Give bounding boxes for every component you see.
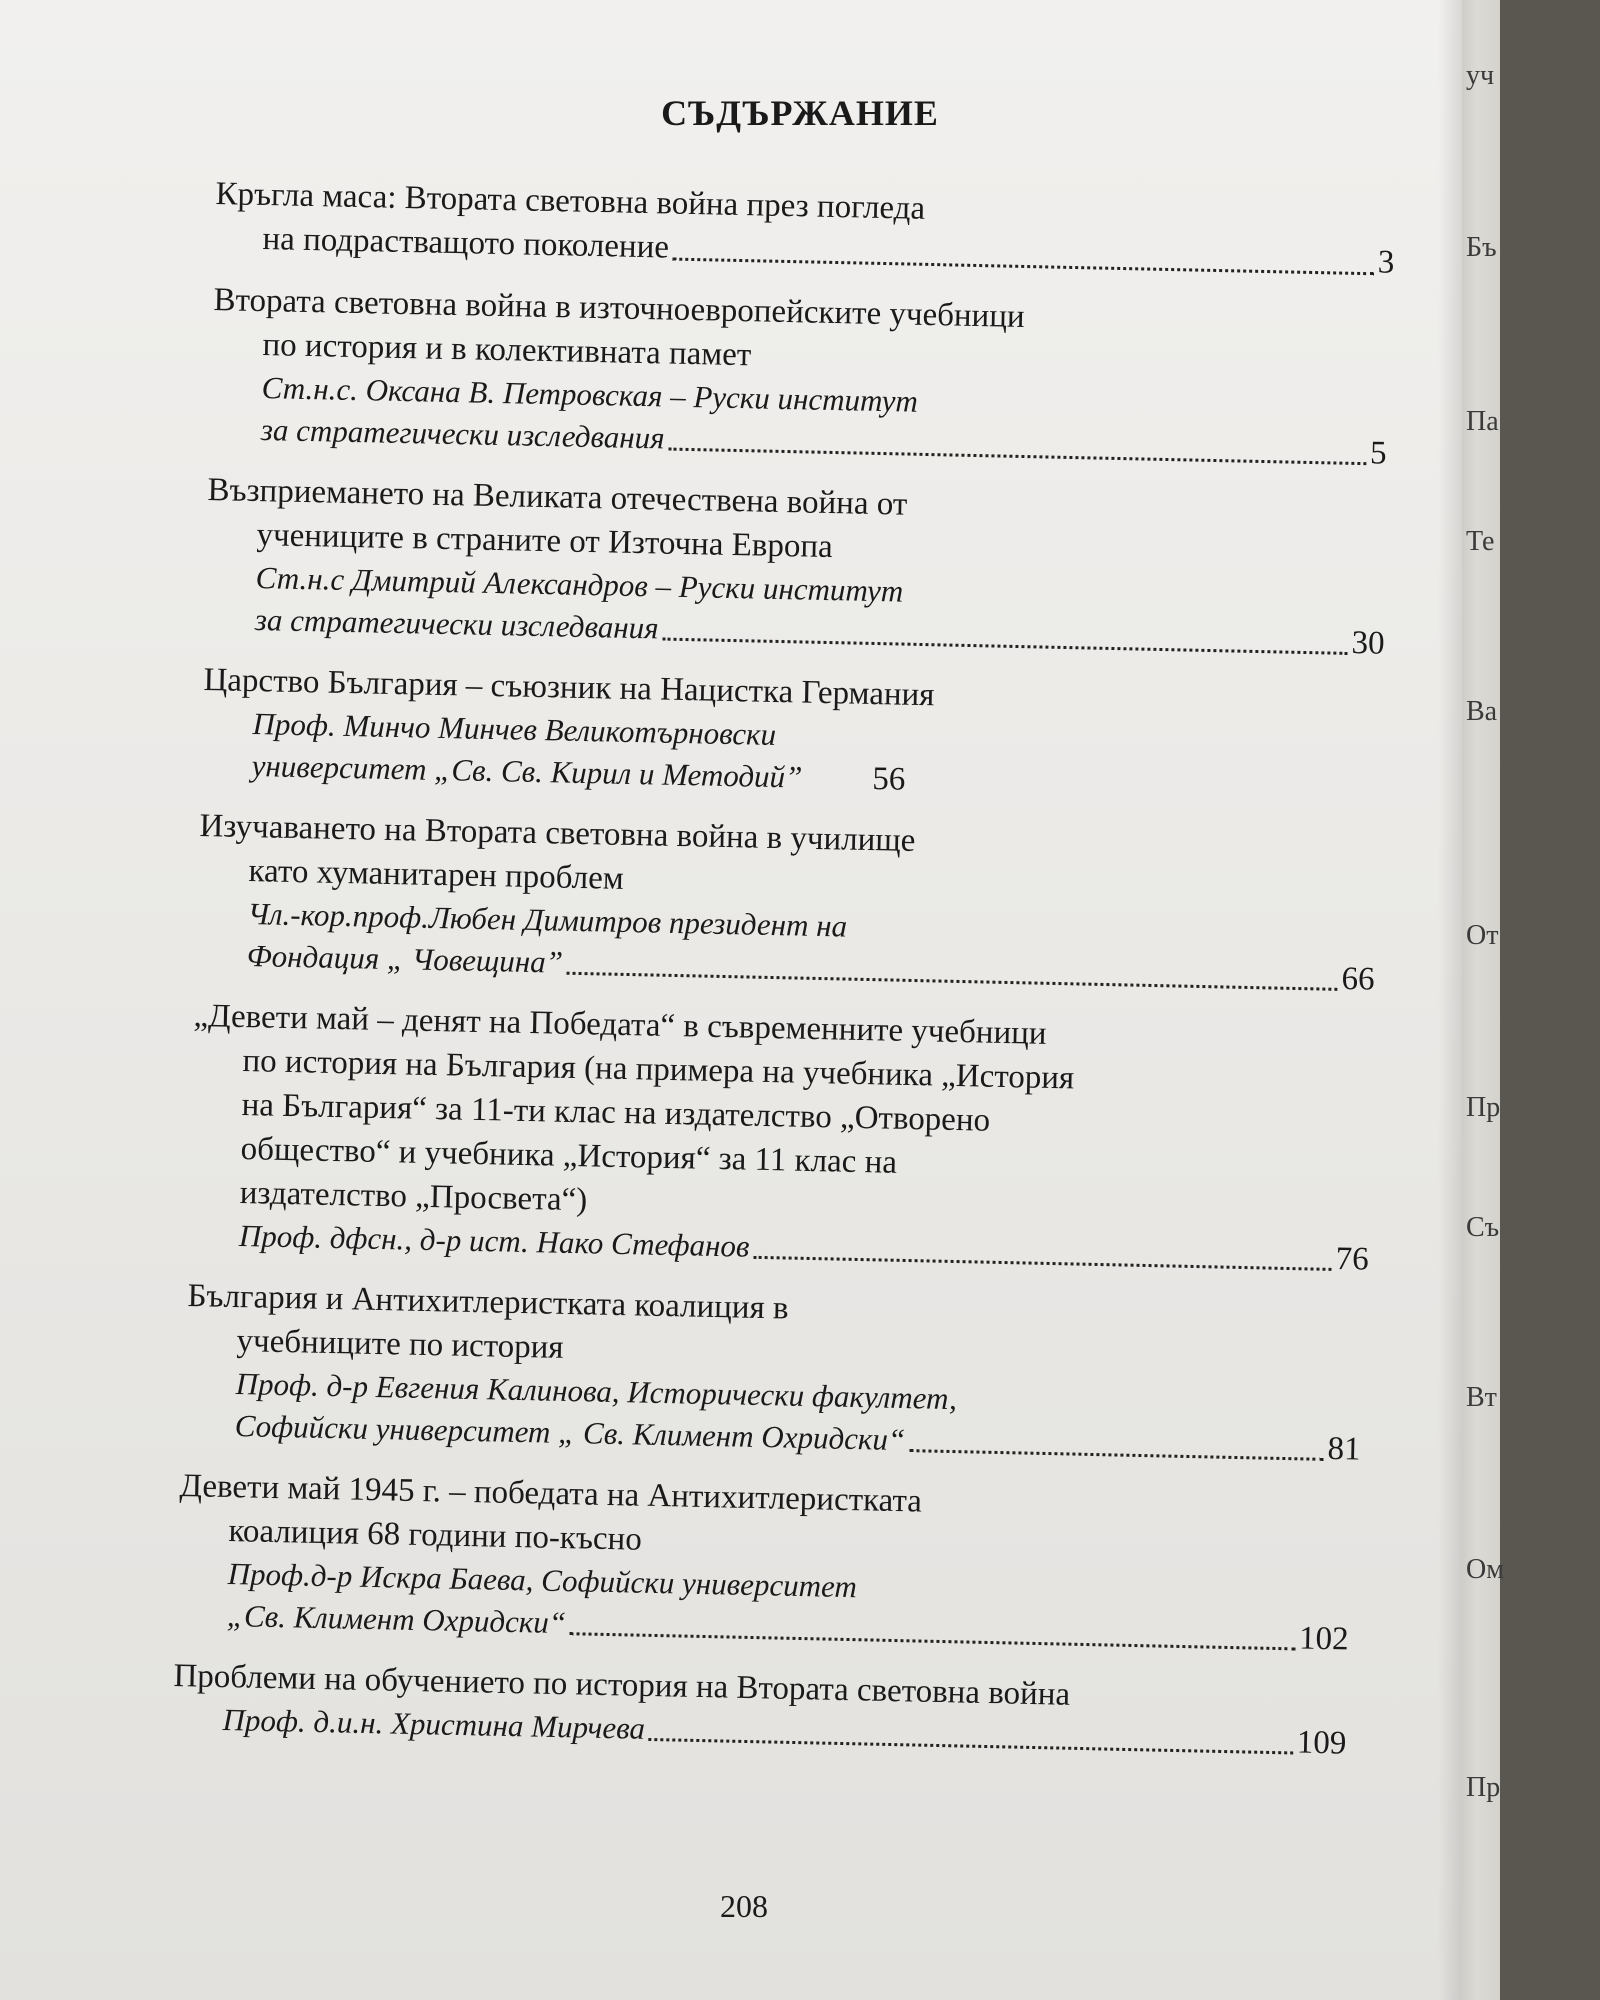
entry-title-text: общество“ и учебника „История“ за 11 клас на <box>240 1131 898 1181</box>
entry-author-text: Проф. д.и.н. Христина Мирчева <box>222 1702 646 1746</box>
entry-title-text: по история и в колективната памет <box>262 327 752 374</box>
entry-author-text: Проф. Минчо Минчев Великотърновски <box>252 706 777 752</box>
table-of-contents <box>0 172 1462 1762</box>
entry-title-text: „Девети май – денят на Победата“ в съвременните учебници <box>193 997 1047 1052</box>
entry-title-text: Възприемането на Великата отечествена война от <box>207 471 908 523</box>
edge-fragment: Па <box>1466 406 1499 437</box>
leader-dots <box>649 1738 1293 1754</box>
entry-page-number: 3 <box>1377 244 1395 281</box>
toc-entry <box>214 172 1396 285</box>
entry-title-text: на подрастващото поколение <box>262 220 670 266</box>
entry-title-text: Изучаването на Втората световна война в училище <box>199 807 916 859</box>
edge-fragment: От <box>1466 920 1499 951</box>
entry-author-text: за стратегически изследвания <box>260 412 665 456</box>
toc-entry <box>189 994 1374 1281</box>
page-title: СЪДЪРЖАНИЕ <box>661 93 939 133</box>
entry-title-text: Кръгла маса: Втората световна война през погледа <box>215 175 926 227</box>
entry-title-text: учебниците по история <box>236 1323 564 1366</box>
entry-title-text: на България“ за 11-ти клас на издателство „Отворено <box>241 1087 991 1139</box>
entry-author-text: Ст.н.с. Оксана В. Петровская – Руски институт <box>261 370 919 419</box>
edge-fragment: уч <box>1466 60 1495 91</box>
toc-entry <box>204 468 1387 665</box>
entry-author-text: Проф. дфсн., д-р ист. Нако Стефанов <box>238 1217 750 1264</box>
entry-title-text: България и Антихитлеристката коалиция в <box>187 1277 789 1327</box>
entry-title-text: Царство България – съюзник на Нацистка Германия <box>203 661 935 714</box>
leader-dots <box>909 1449 1323 1461</box>
edge-fragment: Пр <box>1466 1092 1501 1123</box>
toc-entry <box>196 804 1377 1001</box>
entry-page-number: 5 <box>1369 435 1387 472</box>
entry-title-text: коалиция 68 години по-късно <box>228 1513 643 1558</box>
edge-fragment: Съ <box>1466 1212 1500 1243</box>
next-page-edge <box>1462 0 1504 2000</box>
entry-title-text: Девети май 1945 г. – победата на Антихитлеристката <box>179 1467 923 1520</box>
entry-title-text: по история на България (на примера на учебника „История <box>242 1043 1075 1097</box>
leader-dots <box>570 1632 1295 1650</box>
entry-author-text: Проф. д-р Евгения Калинова, Исторически факултет, <box>235 1366 958 1417</box>
toc-entry <box>184 1274 1363 1471</box>
edge-fragment: Те <box>1466 526 1495 557</box>
leader-dots <box>753 1256 1331 1271</box>
entry-author-text: Чл.-кор.проф.Любен Димитров президент на <box>247 896 848 944</box>
page-number: 208 <box>720 1888 768 1924</box>
edge-fragment: Ва <box>1466 696 1498 727</box>
entry-title-text: учениците в страните от Източна Европа <box>256 517 834 566</box>
toc-entry <box>201 658 1383 811</box>
entry-page-number: 102 <box>1298 1620 1349 1658</box>
entry-author-text: Фондация „ Човещина” <box>246 938 564 980</box>
entry-page-number: 66 <box>1341 960 1375 998</box>
leader-dots <box>673 258 1374 276</box>
entry-title-text: Втората световна война в източноевропейските учебници <box>213 281 1025 335</box>
entry-title-text: Проблеми на обучението по история на Втората световна война <box>173 1657 1071 1713</box>
edge-fragment: Бъ <box>1466 232 1497 263</box>
entry-author-text: Софийски университет „ Св. Климент Охридски“ <box>234 1408 906 1458</box>
entry-author-text: Проф.д-р Искра Баева, Софийски университет <box>227 1556 858 1605</box>
entry-page-number: 81 <box>1327 1430 1361 1468</box>
entry-page-number: 56 <box>871 761 906 798</box>
edge-fragment: Ом <box>1466 1554 1504 1585</box>
entry-author-text: Ст.н.с Дмитрий Александров – Руски институт <box>255 560 904 609</box>
toc-entry <box>210 278 1389 475</box>
leader-dots <box>662 638 1347 655</box>
entry-title-text: издателство „Просвета“) <box>239 1175 588 1219</box>
entry-page-number: 76 <box>1335 1240 1370 1278</box>
leader-dots <box>567 972 1338 991</box>
entry-author-text: за стратегически изследвания <box>254 602 659 646</box>
entry-page-number: 30 <box>1351 624 1385 662</box>
edge-fragment: Пр <box>1466 1772 1501 1803</box>
edge-fragment: Вт <box>1466 1382 1497 1413</box>
toc-entry <box>176 1464 1351 1661</box>
entry-author-text: университет „Св. Св. Кирил и Методий” <box>251 748 803 795</box>
toc-entry <box>172 1654 1348 1765</box>
entry-author-text: „Св. Климент Охридски“ <box>226 1598 567 1641</box>
entry-title-text: като хуманитарен проблем <box>248 853 625 897</box>
leader-dots <box>668 448 1366 466</box>
entry-page-number: 109 <box>1296 1724 1347 1762</box>
